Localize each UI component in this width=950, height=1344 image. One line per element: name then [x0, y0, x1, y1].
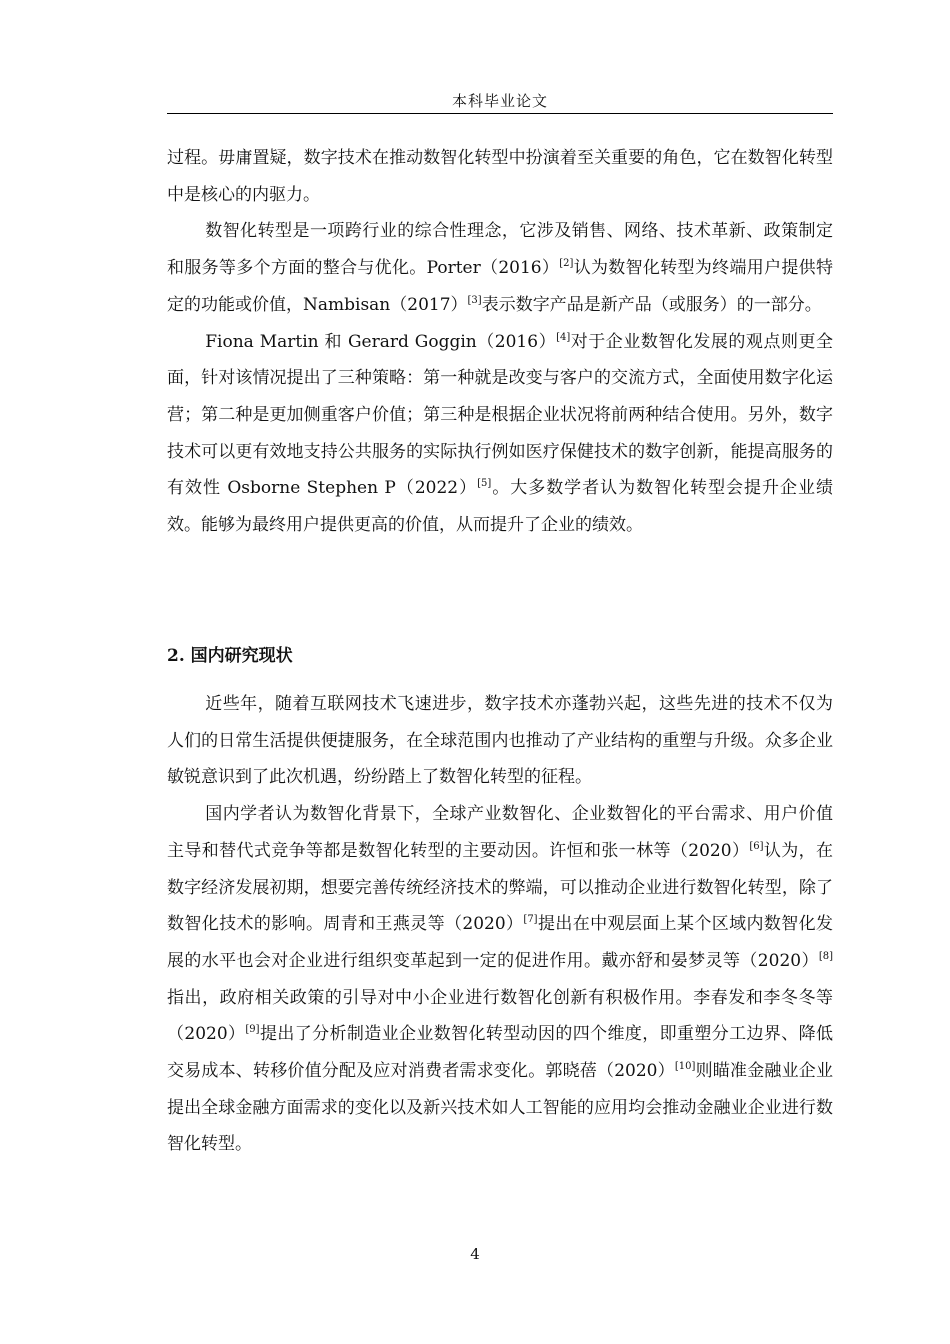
- paragraph-text: 提出了分析制造业企业数智化转型动因的四个维度，即重塑分工边界、降低交易成本、转移价值分配及应对消费者需求变化。郭晓蓓（2020）: [167, 1024, 834, 1082]
- paragraph-text: 对于企业数智化发展的观点则更全面，针对该情况提出了三种策略：第一种就是改变与客户的交流方式，全面使用数字化运营；第二种是更加侧重客户价值；第三种是根据企业状况将前两种结合使用。另外，数字技术可以更有效地支持公共服务的实际执行例如医疗保健技术的数字创新，能提高服务的有效性 Osborne Stephen P（2022）: [167, 331, 833, 499]
- page-number: 4: [470, 1245, 480, 1263]
- paragraph-text: 表示数字产品是新产品（或服务）的一部分。: [481, 294, 822, 315]
- paragraph-text: 国内学者认为数智化背景下，全球产业数智化、企业数智化的平台需求、用户价值主导和替代式竞争等都是数智化转型的主要动因。许恒和张一林等（2020）: [167, 804, 833, 861]
- body-text-block-2: [167, 686, 833, 1163]
- citation-superscript: [8]: [818, 950, 833, 962]
- citation-superscript: [6]: [749, 840, 764, 852]
- citation-superscript: [3]: [467, 294, 482, 306]
- paragraph-text: 指出，政府相关政策的引导对中小企业进行数智化创新有积极作用。李春发和李冬冬等（2020）: [167, 987, 833, 1045]
- header-rule: [167, 113, 833, 114]
- paragraph: [167, 796, 833, 1163]
- body-text-block-1: [167, 140, 833, 544]
- citation-superscript: [7]: [523, 914, 538, 926]
- paragraph-text: Fiona Martin 和 Gerard Goggin（2016）: [205, 331, 557, 352]
- paragraph-text: 则瞄准金融业企业提出全球金融方面需求的变化以及新兴技术如人工智能的应用均会推动金融业企业进行数智化转型。: [167, 1061, 834, 1155]
- paragraph-text: 数智化转型是一项跨行业的综合性理念，它涉及销售、网络、技术革新、政策制定和服务等多个方面的整合与优化。Porter（2016）: [167, 221, 833, 279]
- paragraph: [167, 140, 833, 213]
- citation-superscript: [2]: [559, 258, 574, 270]
- paragraph: [167, 324, 833, 544]
- section-heading: 2. 国内研究现状: [167, 646, 293, 666]
- paragraph-text: 提出在中观层面上某个区域内数智化发展的水平也会对企业进行组织变革起到一定的促进作用。戴亦舒和晏梦灵等（2020）: [167, 914, 833, 971]
- citation-superscript: [4]: [556, 331, 571, 343]
- paragraph-text: 过程。毋庸置疑，数字技术在推动数智化转型中扮演着至关重要的角色，它在数智化转型中是核心的内驱力。: [167, 148, 833, 205]
- citation-superscript: [9]: [245, 1024, 260, 1036]
- citation-superscript: [5]: [477, 478, 492, 490]
- paragraph-text: 。大多数学者认为数智化转型会提升企业绩效。能够为最终用户提供更高的价值，从而提升了企业的绩效。: [167, 478, 833, 536]
- paragraph-text: 近些年，随着互联网技术飞速进步，数字技术亦蓬勃兴起，这些先进的技术不仅为人们的日常生活提供便捷服务，在全球范围内也推动了产业结构的重塑与升级。众多企业敏锐意识到了此次机遇，纷纷踏上了数智化转型的征程。: [167, 694, 833, 788]
- paragraph: [167, 213, 833, 323]
- paragraph-text: 认为，在数字经济发展初期，想要完善传统经济技术的弊端，可以推动企业进行数智化转型，除了数智化技术的影响。周青和王燕灵等（2020）: [167, 840, 834, 935]
- paragraph: [167, 686, 833, 796]
- running-header: 本科毕业论文: [451, 92, 548, 110]
- paragraph-text: 认为数智化转型为终端用户提供特定的功能或价值，Nambisan（2017）: [167, 258, 833, 315]
- citation-superscript: [10]: [674, 1061, 696, 1073]
